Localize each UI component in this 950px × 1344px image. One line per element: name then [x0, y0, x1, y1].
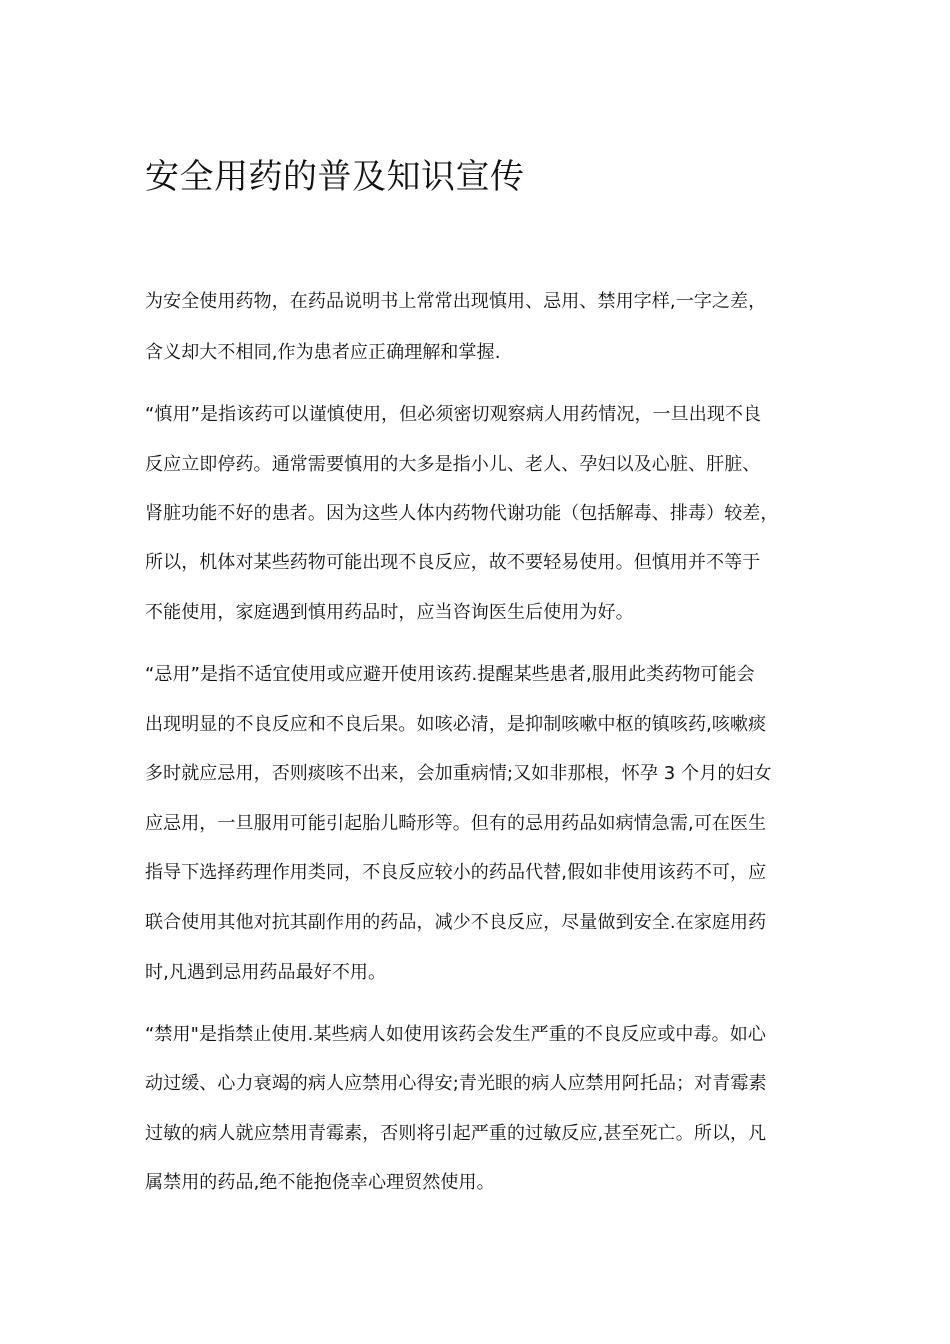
paragraph-line: 为安全使用药物，在药品说明书上常常出现慎用、忌用、禁用字样,一字之差，: [145, 291, 767, 312]
paragraph-line: 含义却大不相同,作为患者应正确理解和掌握.: [145, 342, 501, 363]
paragraph-line: 时,凡遇到忌用药品最好不用。: [145, 962, 387, 983]
paragraph-line: 指导下选择药理作用类同，不良反应较小的药品代替,假如非使用该药不可，应: [145, 862, 767, 883]
paragraph-line: 属禁用的药品,绝不能抱侥幸心理贸然使用。: [145, 1172, 495, 1193]
paragraph-line: 多时就应忌用，否则痰咳不出来，会加重病情;又如非那根，怀孕 3 个月的妇女: [145, 763, 772, 784]
paragraph-line: 所以，机体对某些药物可能出现不良反应，故不要轻易使用。但慎用并不等于: [145, 552, 761, 573]
paragraph-line: “忌用”是指不适宜使用或应避开使用该药.提醒某些患者,服用此类药物可能会: [145, 664, 755, 685]
paragraph-line: 动过缓、心力衰竭的病人应禁用心得安;青光眼的病人应禁用阿托品；对青霉素: [145, 1073, 767, 1094]
document-title: 安全用药的普及知识宣传: [145, 157, 525, 197]
paragraph-line: 肾脏功能不好的患者。因为这些人体内药物代谢功能（包括解毒、排毒）较差，: [145, 503, 779, 524]
paragraph-line: “禁用"是指禁止使用.某些病人如使用该药会发生严重的不良反应或中毒。如心: [145, 1024, 766, 1045]
paragraph-line: 出现明显的不良反应和不良后果。如咳必清，是抑制咳嗽中枢的镇咳药,咳嗽痰: [145, 714, 767, 735]
paragraph-line: “慎用”是指该药可以谨慎使用，但必须密切观察病人用药情况，一旦出现不良: [145, 404, 762, 425]
paragraph-line: 反应立即停药。通常需要慎用的大多是指小儿、老人、孕妇以及心脏、肝脏、: [145, 454, 761, 475]
paragraph-line: 不能使用，家庭遇到慎用药品时，应当咨询医生后使用为好。: [145, 602, 634, 623]
paragraph-line: 过敏的病人就应禁用青霉素，否则将引起严重的过敏反应,甚至死亡。所以，凡: [145, 1123, 767, 1144]
paragraph-line: 联合使用其他对抗其副作用的药品，减少不良反应，尽量做到安全.在家庭用药: [145, 912, 767, 933]
paragraph-line: 应忌用，一旦服用可能引起胎儿畸形等。但有的忌用药品如病情急需,可在医生: [145, 813, 767, 834]
